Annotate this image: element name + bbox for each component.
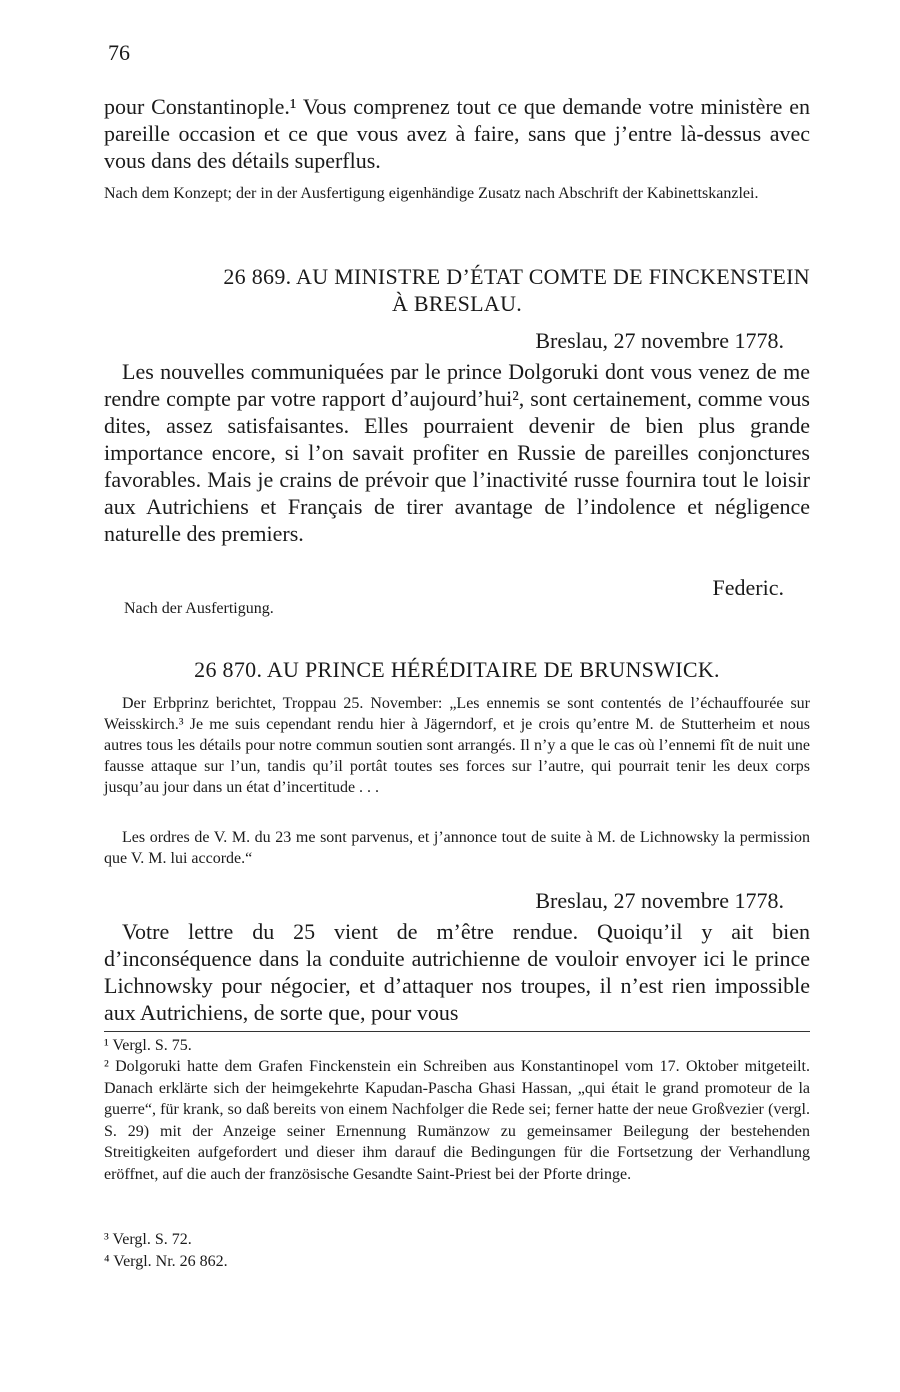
letter-26870-summary-p1: Der Erbprinz berichtet, Troppau 25. November: „Les ennemis se sont contentés de l’échauffourée sur Weisskirch.³ Je me suis cependant rendu hier à Jägerndorf, et je crois qu’entre M. de Stutterheim et nous autres tous les détails pour notre commun soutien sont arrangés. Il n’y a que le cas où l’ennemi fît de nuit une fausse attaque sur l’un, tandis qu’il portât toutes ses forces sur l’autre, qui pourrait tenir les deux corps jusqu’au jour dans un état d’incertitude . . . <box>104 695 810 796</box>
letter-26869-body: Les nouvelles communiquées par le prince Dolgoruki dont vous venez de me rendre compte par votre rapport d’aujourd’hui², sont certainement, comme vous dites, assez satisfaisantes. Elles pourraient devenir de bien plus grande importance encore, si l’on savait profiter en Russie de pareilles conjonctures favorables. Mais je crains de prévoir que l’inactivité russe fournira tout le loisir aux Autrichiens et Français de tirer avantage de l’indolence et négligence naturelle des premiers. <box>104 359 810 546</box>
footnote-1: ¹ Vergl. S. 75. <box>104 1037 192 1054</box>
footnote-2: ² Dolgoruki hatte dem Grafen Finckenstein ein Schreiben aus Konstantinopel vom 17. Oktober mitgeteilt. Danach erklärte sich der heimgekehrte Kapudan-Pascha Ghasi Hassan, „qui était le grand promoteur de la guerre“, für krank, so daß bereits von einem Nachfolger die Rede sei; ferner hatte der neue Großvezier (vergl. S. 29) mit der Anzeige seiner Ernennung Rumänzow zu gemeinsamer Beilegung der bestehenden Streitigkeiten aufgefordert und dieser ihm darauf die Bedingungen für die Fortsetzung der Verhandlung eröffnet, auf die auch der französische Gesandte Saint-Priest bei der Pforte dringe. <box>104 1058 810 1183</box>
letter-26870-body: Votre lettre du 25 vient de m’être rendue. Quoiqu’il y ait bien d’inconséquence dans la conduite autrichienne de vouloir envoyer ici le prince Lichnowsky pour négocier, et d’attaquer nos troupes, il n’est rien impossible aux Autrichiens, de sorte que, pour vous <box>104 919 810 1025</box>
letter-26869-heading: 26 869. AU MINISTRE D’ÉTAT COMTE DE FINCKENSTEIN <box>223 264 810 289</box>
letter-26870-summary-p2: Les ordres de V. M. du 23 me sont parvenus, et j’annonce tout de suite à M. de Lichnowsky la permission que V. M. lui accorde.“ <box>104 829 810 867</box>
letter-26869-dateline: Breslau, 27 novembre 1778. <box>535 328 784 353</box>
footnote-3: ³ Vergl. S. 72. <box>104 1231 192 1248</box>
letter-26869-source: Nach der Ausfertigung. <box>124 600 274 617</box>
continuation-paragraph: pour Constantinople.¹ Vous comprenez tout ce que demande votre ministère en pareille occasion et ce que vous avez à faire, sans que j’entre là-dessus avec vous dans des détails superflus. <box>104 94 810 173</box>
letter-26869-heading-line2: À BRESLAU. <box>391 291 523 316</box>
page-number: 76 <box>108 40 130 65</box>
footnote-rule <box>104 1031 810 1032</box>
letter-26869-signature: Federic. <box>712 575 784 600</box>
letter-26870-dateline: Breslau, 27 novembre 1778. <box>535 888 784 913</box>
letter-26870-heading: 26 870. AU PRINCE HÉRÉDITAIRE DE BRUNSWICK. <box>194 657 720 682</box>
footnote-4: ⁴ Vergl. Nr. 26 862. <box>104 1253 228 1270</box>
source-note-top: Nach dem Konzept; der in der Ausfertigung eigenhändige Zusatz nach Abschrift der Kabinettskanzlei. <box>104 185 759 202</box>
